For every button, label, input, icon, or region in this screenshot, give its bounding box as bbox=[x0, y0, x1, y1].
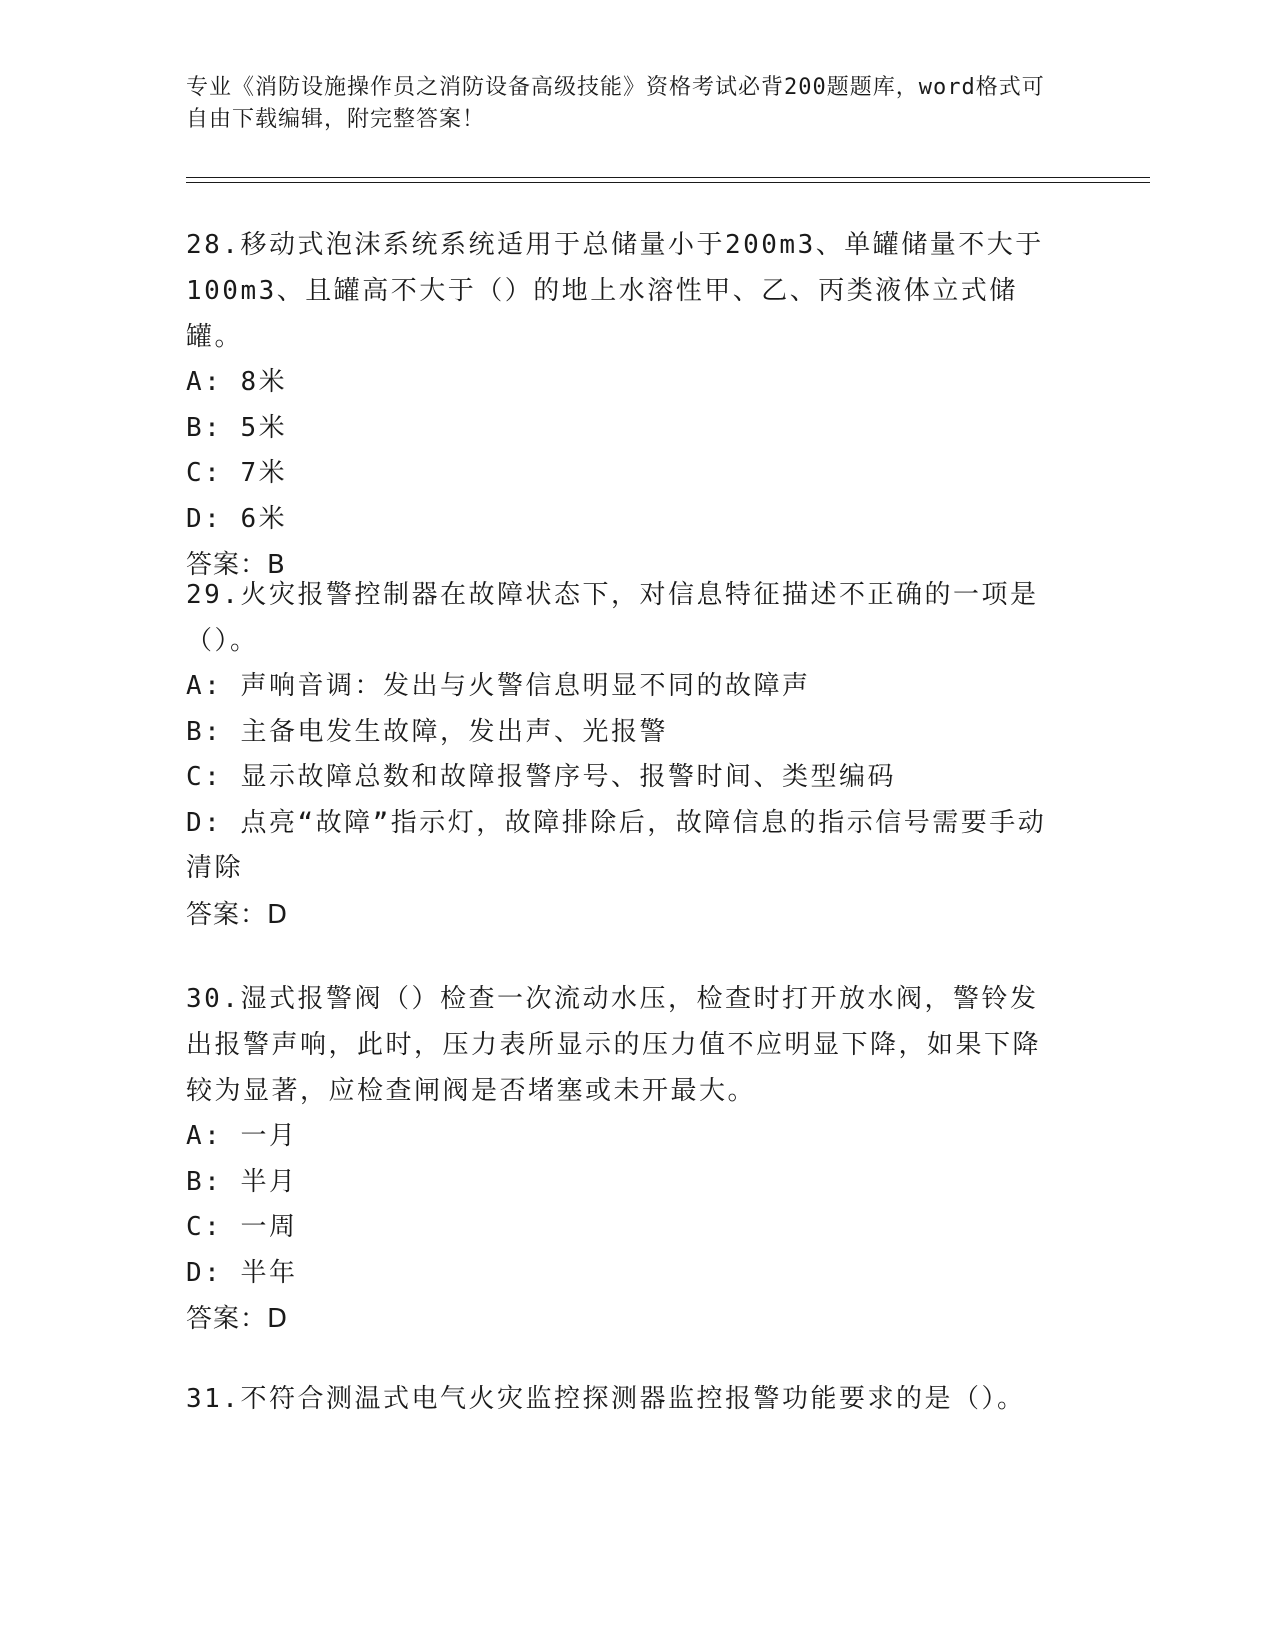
option-c: C: 7米 bbox=[186, 458, 288, 488]
question-28 bbox=[186, 222, 1066, 588]
answer-line: 答案：B bbox=[186, 550, 286, 580]
document-header: 专业《消防设施操作员之消防设备高级技能》资格考试必背200题题库，word格式可自由下载编辑，附完整答案！ bbox=[186, 75, 1045, 132]
header-divider-bottom bbox=[186, 182, 1150, 183]
question-stem: 30.湿式报警阀（）检查一次流动水压，检查时打开放水阀，警铃发出报警声响，此时，压力表所显示的压力值不应明显下降，如果下降较为显著，应检查闸阀是否堵塞或未开最大。 bbox=[186, 984, 1042, 1106]
option-d: D: 点亮“故障”指示灯，故障排除后，故障信息的指示信号需要手动清除 bbox=[186, 807, 1047, 883]
question-stem: 28.移动式泡沫系统系统适用于总储量小于200m3、单罐储量不大于100m3、且罐高不大于（）的地上水溶性甲、乙、丙类液体立式储罐。 bbox=[186, 230, 1044, 352]
question-stem: 31.不符合测温式电气火灾监控探测器监控报警功能要求的是（）。 bbox=[186, 1384, 1026, 1414]
option-c: C: 显示故障总数和故障报警序号、报警时间、类型编码 bbox=[186, 762, 896, 792]
option-b: B: 半月 bbox=[186, 1166, 298, 1197]
option-d: D: 6米 bbox=[186, 503, 288, 534]
header-divider-top bbox=[186, 177, 1150, 178]
option-b: B: 5米 bbox=[186, 412, 288, 443]
answer-line: 答案：D bbox=[186, 899, 289, 930]
option-b: B: 主备电发生故障，发出声、光报警 bbox=[186, 716, 668, 747]
option-a: A: 声响音调：发出与火警信息明显不同的故障声 bbox=[186, 671, 811, 701]
question-stem: 29.火灾报警控制器在故障状态下，对信息特征描述不正确的一项是（）。 bbox=[186, 580, 1039, 656]
answer-line: 答案：D bbox=[186, 1304, 289, 1334]
option-d: D: 半年 bbox=[186, 1257, 298, 1288]
option-c: C: 一周 bbox=[186, 1212, 298, 1242]
question-29 bbox=[186, 572, 1066, 938]
question-30 bbox=[186, 976, 1066, 1342]
question-31 bbox=[186, 1376, 1066, 1422]
option-a: A: 一月 bbox=[186, 1121, 298, 1151]
option-a: A: 8米 bbox=[186, 367, 288, 397]
